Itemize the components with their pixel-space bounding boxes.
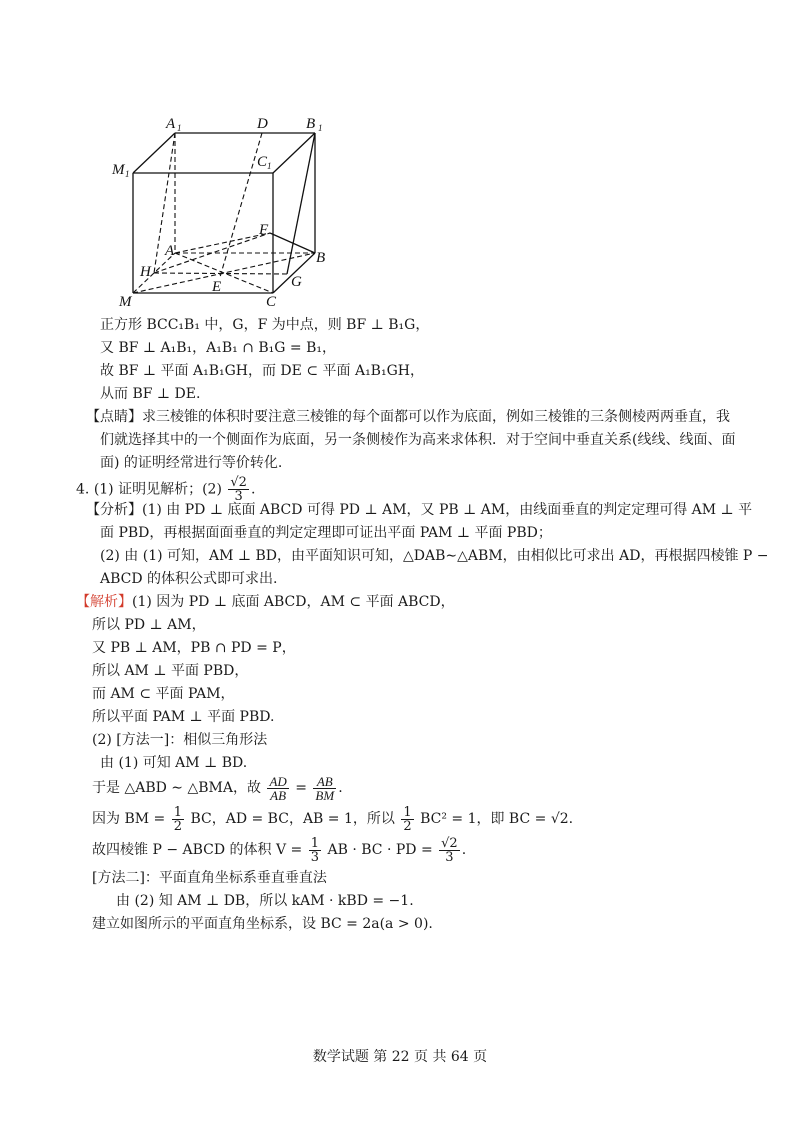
label-d: D [257, 116, 268, 132]
solution-line: 故四棱锥 P − ABCD 的体积 V = $\frac{1}{3}$ AB · BC · PD = $\frac{√2}{3}$ . [92, 835, 467, 865]
solution-line: 因为 BM = $\frac{1}{2}$ BC，AD = BC，AB = 1，所以 $\frac{1}{2}$ BC² = 1，即 BC = √2. [92, 804, 574, 834]
geometry-figure [0, 0, 800, 320]
note-line: 【点睛】求三棱锥的体积时要注意三棱锥的每个面都可以作为底面，例如三棱锥的三条侧棱两两垂直，我 [86, 409, 730, 425]
analysis-line: (2) 由 (1) 可知，AM ⊥ BD，由平面知识可知，△DAB∼△ABM，由相似比可求出 AD，再根据四棱锥 P − [100, 548, 769, 564]
analysis-line: 面 PBD，再根据面面垂直的判定定理即可证出平面 PAM ⊥ 平面 PBD； [100, 525, 552, 541]
label-m: M [119, 294, 132, 310]
label-c: C [266, 294, 277, 310]
question-number: 4. [76, 481, 90, 498]
solution-line: 建立如图所示的平面直角坐标系，设 BC = 2a(a > 0). [92, 916, 433, 932]
note-line: 面) 的证明经常进行等价转化. [100, 455, 283, 471]
solution-line: [方法二]：平面直角坐标系垂直垂直法 [92, 870, 327, 886]
label-f: F [259, 222, 269, 238]
label-a1: A [166, 116, 176, 132]
solution-line: (2) [方法一]：相似三角形法 [92, 732, 268, 748]
answer-line: 4. (1) 证明见解析；(2) $\frac{√2}{3}$ . [76, 475, 256, 504]
label-b: B [316, 250, 326, 266]
fraction: $\frac{√2}{3}$ [441, 835, 458, 865]
solution-line: 所以平面 PAM ⊥ 平面 PBD. [92, 709, 275, 725]
fraction: $\frac{AD}{AB}$ [269, 773, 287, 803]
solution-line: 【解析】(1) 因为 PD ⊥ 底面 ABCD，AM ⊂ 平面 ABCD， [76, 594, 455, 610]
label-g: G [291, 274, 302, 290]
note-line: 们就选择其中的一个侧面作为底面，另一条侧棱作为高来求体积．对于空间中垂直关系(线线、线面、面 [100, 432, 736, 448]
text-line: 从而 BF ⊥ DE. [100, 386, 201, 402]
label-sub: 1 [267, 161, 272, 171]
page-footer: 数学试题 第 22 页 共 64 页 [312, 1049, 488, 1065]
solution-line: 所以 AM ⊥ 平面 PBD， [92, 663, 249, 679]
fraction: $\frac{AB}{BM}$ [315, 773, 335, 803]
solution-label: 【解析】 [76, 594, 132, 610]
label-sub: 1 [125, 169, 130, 179]
fraction: $\frac{1}{3}$ [310, 835, 320, 865]
analysis-line: ABCD 的体积公式即可求出. [100, 571, 278, 587]
solution-line: 于是 △ABD ∼ △BMA，故 $\frac{AD}{AB}$ = $\frac{AB}{BM}$ . [92, 773, 343, 803]
label-sub: 1 [318, 123, 323, 133]
label-b1: B [306, 116, 316, 132]
solution-line: 所以 PD ⊥ AM， [92, 617, 206, 633]
label-h: H [140, 264, 151, 280]
analysis-line: 【分析】(1) 由 PD ⊥ 底面 ABCD 可得 PD ⊥ AM，又 PB ⊥ AM，由线面垂直的判定定理可得 AM ⊥ 平 [86, 502, 753, 518]
label-m1: M [112, 162, 125, 178]
text-line: 故 BF ⊥ 平面 A₁B₁GH，而 DE ⊂ 平面 A₁B₁GH， [100, 363, 424, 379]
solution-line: 由 (1) 可知 AM ⊥ BD. [100, 755, 248, 771]
fraction: $\frac{1}{2}$ [173, 804, 182, 834]
label-a: A [165, 243, 175, 259]
solution-line: 由 (2) 知 AM ⊥ DB，所以 kAM · kBD = −1. [116, 893, 414, 909]
label-c1: C [257, 154, 268, 170]
answer-text: (1) 证明见解析；(2) [93, 481, 222, 498]
label-sub: 1 [177, 123, 182, 133]
text-line: 又 BF ⊥ A₁B₁，A₁B₁ ∩ B₁G = B₁， [100, 340, 337, 356]
label-e: E [212, 279, 222, 295]
fraction: $\frac{√2}{3}$ [230, 475, 247, 504]
solution-line: 而 AM ⊂ 平面 PAM， [92, 686, 235, 702]
text-line: 正方形 BCC₁B₁ 中，G，F 为中点，则 BF ⊥ B₁G， [100, 317, 430, 333]
solution-line: 又 PB ⊥ AM，PB ∩ PD = P， [92, 640, 296, 656]
fraction: $\frac{1}{2}$ [403, 804, 412, 834]
